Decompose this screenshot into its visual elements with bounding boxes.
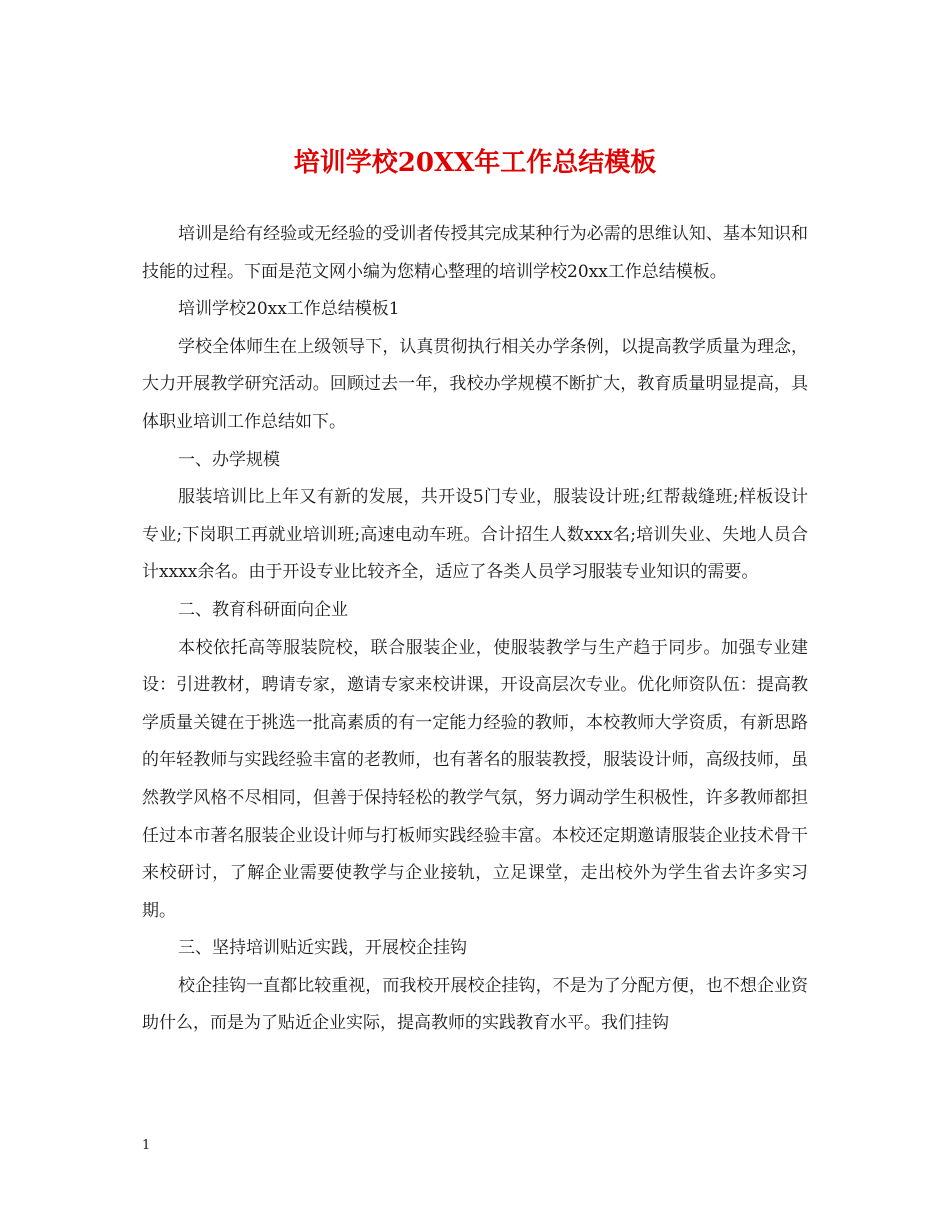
intro-paragraph: 培训是给有经验或无经验的受训者传授其完成某种行为必需的思维认知、基本知识和技能的过程。下面是范文网小编为您精心整理的培训学校20xx工作总结模板。 bbox=[142, 224, 808, 282]
overview-paragraph: 学校全体师生在上级领导下，认真贯彻执行相关办学条例，以提高教学质量为理念，大力开展教学研究活动。回顾过去一年，我校办学规模不断扩大，教育质量明显提高，具体职业培训工作总结如下。 bbox=[142, 336, 808, 432]
practice-paragraph: 校企挂钩一直都比较重视，而我校开展校企挂钩，不是为了分配方便，也不想企业资助什么，而是为了贴近企业实际，提高教师的实践教育水平。我们挂钩 bbox=[142, 975, 808, 1034]
research-paragraph: 本校依托高等服装院校，联合服装企业，使服装教学与生产趋于同步。加强专业建设：引进教材，聘请专家，邀请专家来校讲课，开设高层次专业。优化师资队伍：提高教学质量关键在于挑选一批高素质的有一定能力经验的教师，本校教师大学资质，有新思路的年轻教师与实践经验丰富的老教师，也有著名的服装教授，服装设计师，高级技师，虽然教学风格不尽相同，但善于保持轻松的教学气氛，努力调动学生积极性，许多教师都担任过本市著名服装企业设计师与打板师实践经验丰富。本校还定期邀请服装企业技术骨干来校研讨，了解企业需要使教学与企业接轨，立足课堂，走出校外为学生省去许多实习期。 bbox=[142, 637, 808, 921]
section-heading-scale: 一、办学规模 bbox=[178, 449, 280, 470]
document-body bbox=[142, 216, 808, 1043]
section-heading-research: 二、教育科研面向企业 bbox=[178, 599, 348, 620]
document-title: 培训学校20XX年工作总结模板 bbox=[293, 148, 657, 178]
scale-paragraph: 服装培训比上年又有新的发展，共开设5门专业，服装设计班;红帮裁缝班;样板设计专业;下岗职工再就业培训班;高速电动车班。合计招生人数xxx名;培训失业、失地人员合计xxxx余名。由于开设专业比较齐全，适应了各类人员学习服装专业知识的需要。 bbox=[142, 487, 808, 583]
section-heading-template-1: 培训学校20xx工作总结模板1 bbox=[178, 299, 400, 320]
section-heading-practice: 三、坚持培训贴近实践，开展校企挂钩 bbox=[178, 938, 467, 959]
page-number: 1 bbox=[142, 1138, 151, 1153]
